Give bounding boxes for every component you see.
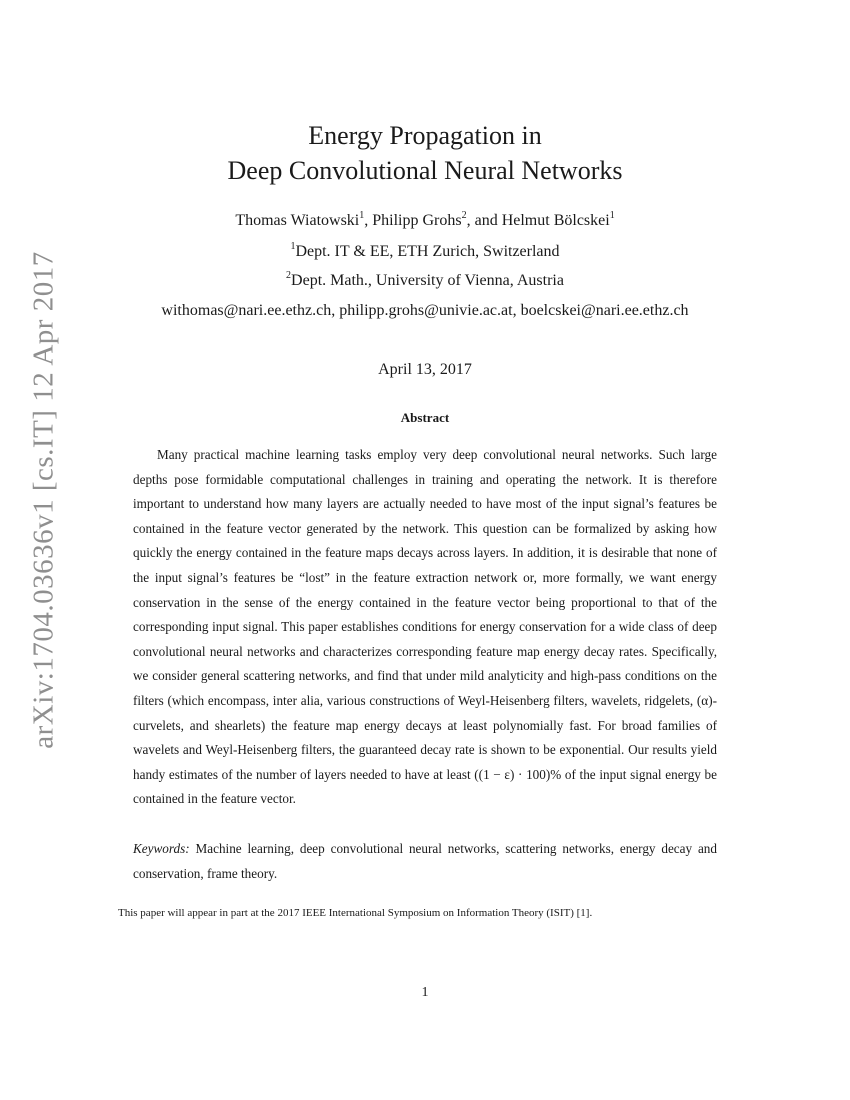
abstract-heading: Abstract <box>400 410 450 425</box>
author-name: Helmut Bölcskei <box>501 212 610 229</box>
paper-date: April 13, 2017 <box>378 361 472 378</box>
author-affil-mark: 1 <box>609 210 615 221</box>
keywords <box>133 837 717 886</box>
affiliation-mark: 2 <box>286 270 292 281</box>
footnote: This paper will appear in part at the 2017 IEEE International Symposium on Information Theory (ISIT) [1]. <box>118 907 593 919</box>
author-name: Philipp Grohs <box>372 212 462 229</box>
keywords-label: Keywords: <box>133 841 190 856</box>
author-name: Thomas Wiatowski <box>235 212 360 229</box>
keywords-text: Machine learning, deep convolutional neural networks, scattering networks, energy decay and conservation, frame theory. <box>133 841 717 881</box>
affiliation-mark: 1 <box>290 241 296 252</box>
arxiv-stamp[interactable]: arXiv:1704.03636v1 [cs.IT] 12 Apr 2017 <box>27 251 60 749</box>
author-separator: , <box>364 212 373 229</box>
affiliation-text: Dept. Math., University of Vienna, Austria <box>291 272 564 289</box>
affiliation-2 <box>0 272 850 290</box>
abstract-text-1: Many practical machine learning tasks employ very deep convolutional neural networks. Such large depths pose formidable computational challenges in training and operating the network. It is therefore important to understand how many layers are actually needed to have most of the input signal’s features be contained in the feature vector generated by the network. This question can be formalized by asking how quickly the energy contained in the feature maps decays across layers. In addition, it is desirable that none of the input signal’s features be “lost” in the feature extraction network or, more formally, we want energy conservation in the sense of the energy contained in the feature vector being proportional to that of the corresponding input signal. This paper establishes conditions for energy conservation for a wide class of deep convolutional neural networks and characterizes corresponding feature map energy decay rates. Specifically, we consider general scattering networks, and find that under mild analyticity and high-pass conditions on the filters (which encompass, inter alia, various constructions of Weyl-Heisenberg filters, wavelets, ridgelets, <box>133 447 717 708</box>
abstract-text-2: -curvelets, and shearlets) the feature map energy decays at least polynomially fast. For broad families of wavelets and Weyl-Heisenberg filters, the guaranteed decay rate is shown to be exponential. Our results yield handy estimates of the number of layers needed to have at least <box>133 692 717 782</box>
paper-title <box>0 118 850 188</box>
title-line-2: Deep Convolutional Neural Networks <box>227 156 623 185</box>
affiliation-1 <box>0 243 850 261</box>
author-affil-mark: 1 <box>359 210 365 221</box>
author-affil-mark: 2 <box>461 210 467 221</box>
title-line-1: Energy Propagation in <box>308 121 542 150</box>
energy-formula: ((1 − ε) · 100)% <box>474 766 562 782</box>
author-list <box>0 212 850 230</box>
abstract-text-3: of the input signal energy be contained in the feature vector. <box>133 766 717 807</box>
alpha-symbol: (α) <box>696 692 713 708</box>
page-number: 1 <box>421 985 429 1000</box>
author-separator: , and <box>466 212 502 229</box>
author-emails: withomas@nari.ee.ethz.ch, philipp.grohs@univie.ac.at, boelcskei@nari.ee.ethz.ch <box>161 302 689 319</box>
affiliation-text: Dept. IT & EE, ETH Zurich, Switzerland <box>295 243 560 260</box>
abstract-body <box>133 443 717 812</box>
